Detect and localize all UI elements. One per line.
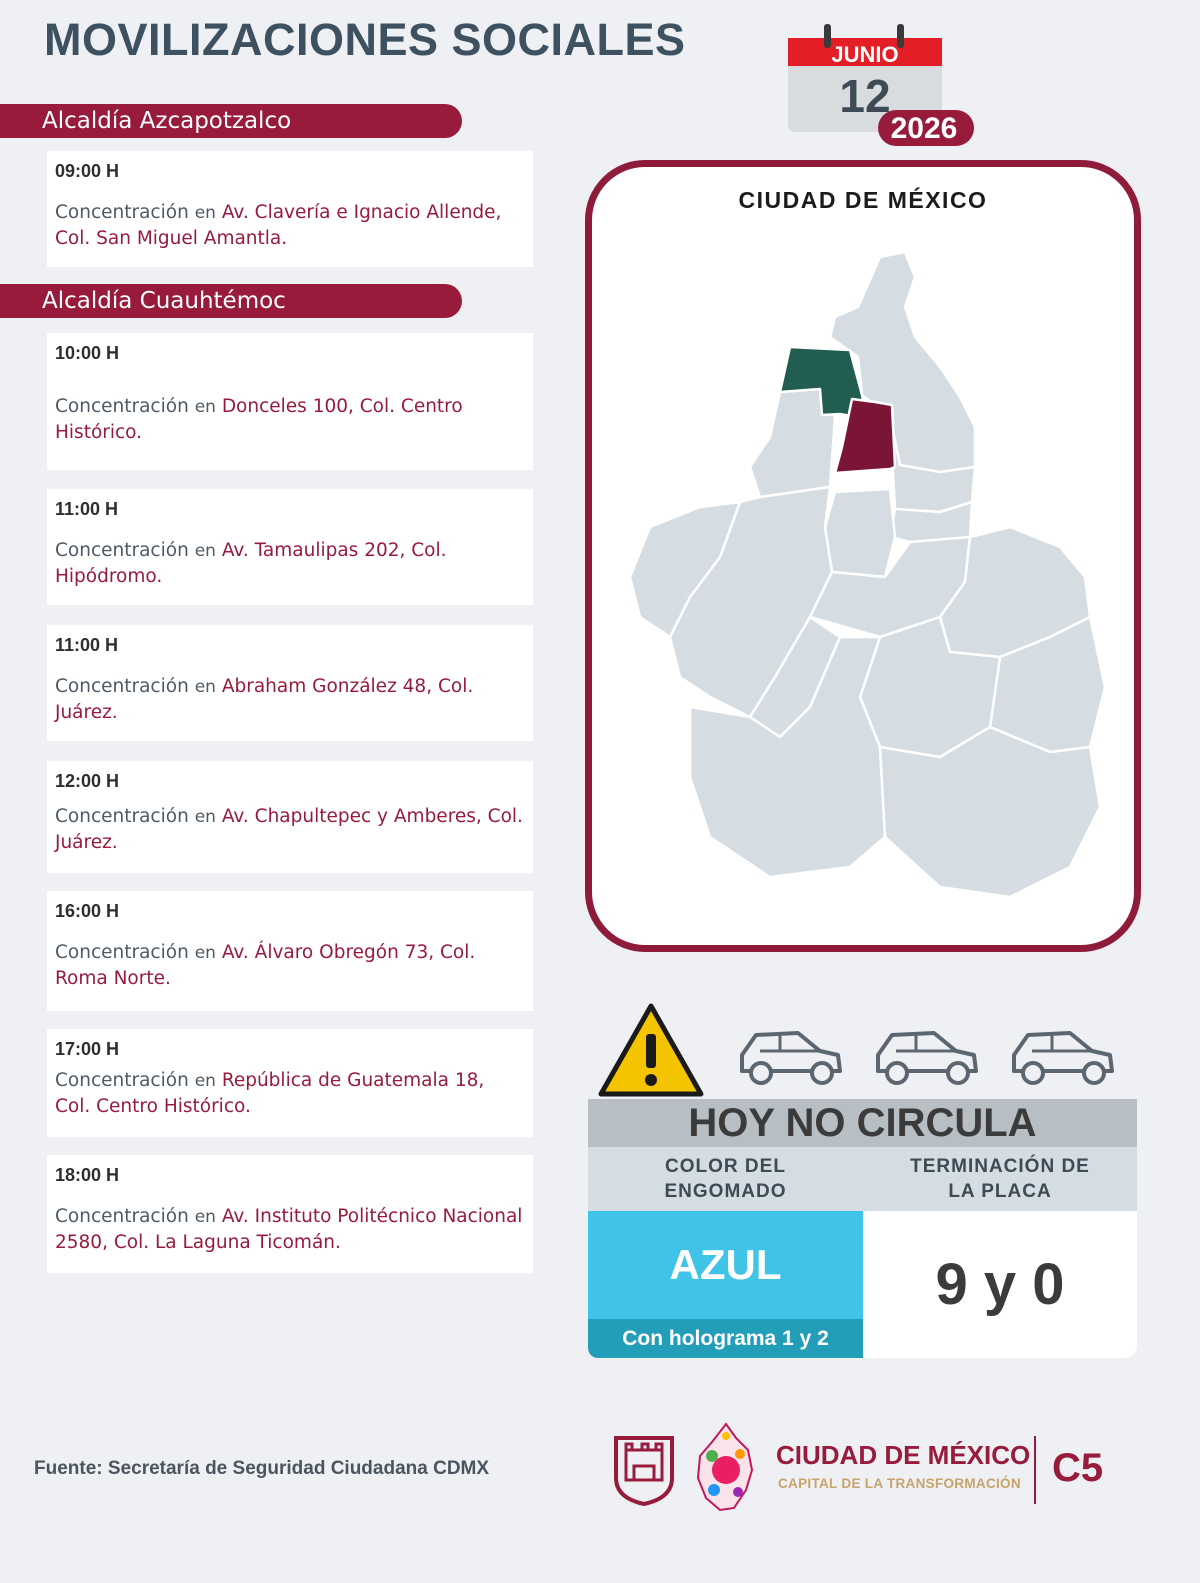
event-type: Concentración [55,1070,189,1091]
event-connector: en [194,677,216,697]
map-district [825,489,895,577]
engomado-color: AZUL [588,1211,863,1319]
event-time: 12:00 H [55,771,120,791]
logo-divider [1034,1436,1036,1504]
event-card [47,333,533,470]
event-place: Donceles 100, Col. Centro Histórico. [55,396,463,443]
calendar-icon [786,24,958,145]
event-time: 18:00 H [55,1165,120,1185]
alcaldia-header-cuauhtemoc: Alcaldía Cuauhtémoc [0,284,462,318]
plate-endings: 9 y 0 [863,1211,1137,1358]
event-connector: en [194,541,216,561]
event-type: Concentración [55,942,189,963]
cdmx-map [610,237,1120,917]
event-type: Concentración [55,806,189,827]
event-time: 17:00 H [55,1039,120,1059]
event-type: Concentración [55,540,189,561]
calendar-day: 12 [839,70,891,122]
engomado-header [588,1147,863,1211]
map-district [880,727,1100,897]
event-type: Concentración [55,676,189,697]
event-place: Av. Instituto Politécnico Nacional 2580, Col. La Laguna Ticomán. [55,1206,523,1253]
car-icon [736,1025,846,1087]
engomado-header-label: COLOR DEL ENGOMADO [664,1156,787,1202]
event-card [47,1029,533,1137]
event-time: 10:00 H [55,343,120,363]
event-connector: en [194,807,216,827]
event-place: Av. Tamaulipas 202, Col. Hipódromo. [55,540,447,587]
event-type: Concentración [55,202,189,223]
event-connector: en [194,203,216,223]
event-place: República de Guatemala 18, Col. Centro Histórico. [55,1070,485,1117]
event-card [47,151,533,267]
cdmx-heart-logo [690,1420,762,1515]
event-place: Abraham González 48, Col. Juárez. [55,676,474,723]
event-card [47,1155,533,1273]
map-panel [585,160,1141,952]
event-time: 16:00 H [55,901,120,921]
source-note: Fuente: Secretaría de Seguridad Ciudadana CDMX [34,1458,490,1479]
car-icon [1008,1025,1118,1087]
event-connector: en [194,397,216,417]
logo-text-main: CIUDAD DE MÉXICO [776,1440,1031,1470]
logo-text-sub: CAPITAL DE LA TRANSFORMACIÓN [778,1476,1021,1491]
event-connector: en [194,943,216,963]
warning-icon [596,1000,706,1100]
event-time: 09:00 H [55,161,120,181]
page-title: MOVILIZACIONES SOCIALES [44,14,686,65]
hoy-no-circula-title: HOY NO CIRCULA [588,1099,1137,1147]
event-card [47,625,533,741]
event-time: 11:00 H [55,499,119,519]
map-title: CIUDAD DE MÉXICO [738,187,988,213]
c5-logo: C5 [1052,1446,1104,1490]
hologram-label: Con holograma 1 y 2 [588,1319,863,1358]
event-card [47,891,533,1011]
cdmx-shield-logo [612,1434,676,1506]
event-place: Av. Chapultepec y Amberes, Col. Juárez. [55,806,523,853]
event-connector: en [194,1071,216,1091]
event-connector: en [194,1207,216,1227]
event-time: 11:00 H [55,635,119,655]
placa-header-label: TERMINACIÓN DE LA PLACA [910,1156,1090,1202]
alcaldia-header-azcapotzalco: Alcaldía Azcapotzalco [0,104,462,138]
event-card [47,761,533,873]
event-type: Concentración [55,1206,189,1227]
car-icon [872,1025,982,1087]
event-place: Av. Clavería e Ignacio Allende, Col. San Miguel Amantla. [55,202,502,249]
calendar-month: JUNIO [831,42,899,67]
event-card [47,489,533,605]
calendar-year: 2026 [890,112,958,145]
placa-header [863,1147,1137,1211]
event-type: Concentración [55,396,189,417]
event-place: Av. Álvaro Obregón 73, Col. Roma Norte. [55,942,476,989]
